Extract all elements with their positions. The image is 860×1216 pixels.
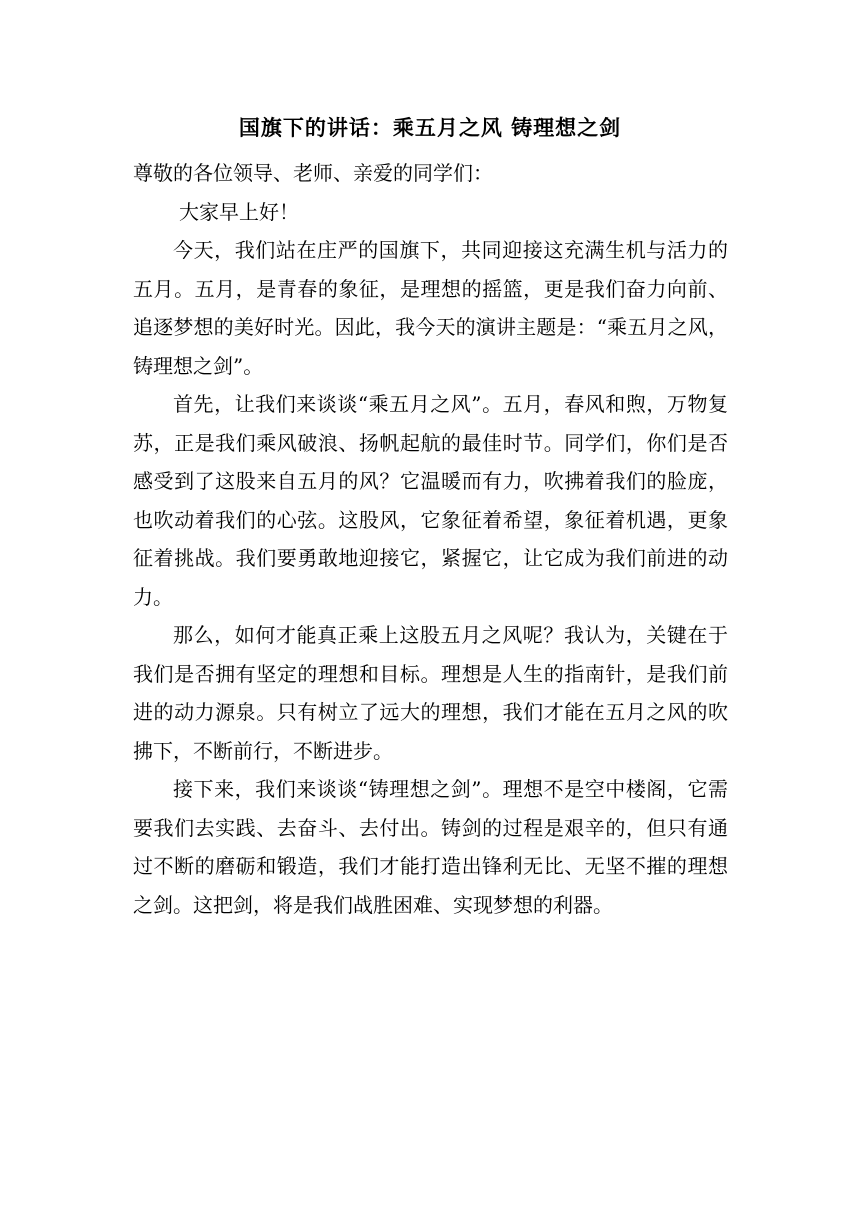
greeting: 大家早上好！ [179,199,299,224]
paragraph-sword: 接下来，我们来谈谈“铸理想之剑”。理想不是空中楼阁，它需要我们去实践、去奋斗、去付出。铸剑的过程是艰辛的，但只有通过不断的磨砺和锻造，我们才能打造出锋利无比、无坚不摧的理想之剑。这把剑，将是我们战胜困难、实现梦想的利器。 [133,777,728,917]
document-title: 国旗下的讲话：乘五月之风 铸理想之剑 [238,115,622,140]
paragraph-ideal: 那么，如何才能真正乘上这股五月之风呢？我认为，关键在于我们是否拥有坚定的理想和目标。理想是人生的指南针，是我们前进的动力源泉。只有树立了远大的理想，我们才能在五月之风的吹拂下，不断前行，不断进步。 [133,623,728,763]
salutation: 尊敬的各位领导、老师、亲爱的同学们： [133,161,493,185]
paragraph-intro: 今天，我们站在庄严的国旗下，共同迎接这充满生机与活力的五月。五月，是青春的象征，是理想的摇篮，更是我们奋力向前、追逐梦想的美好时光。因此，我今天的演讲主题是：“乘五月之风，铸理想之剑”。 [133,238,728,378]
paragraph-wind: 首先，让我们来谈谈“乘五月之风”。五月，春风和煦，万物复苏，正是我们乘风破浪、扬帆起航的最佳时节。同学们，你们是否感受到了这股来自五月的风？它温暖而有力，吹拂着我们的脸庞，也吹动着我们的心弦。这股风，它象征着希望，象征着机遇，更象征着挑战。我们要勇敢地迎接它，紧握它，让它成为我们前进的动力。 [133,392,728,609]
document-body [133,154,728,924]
